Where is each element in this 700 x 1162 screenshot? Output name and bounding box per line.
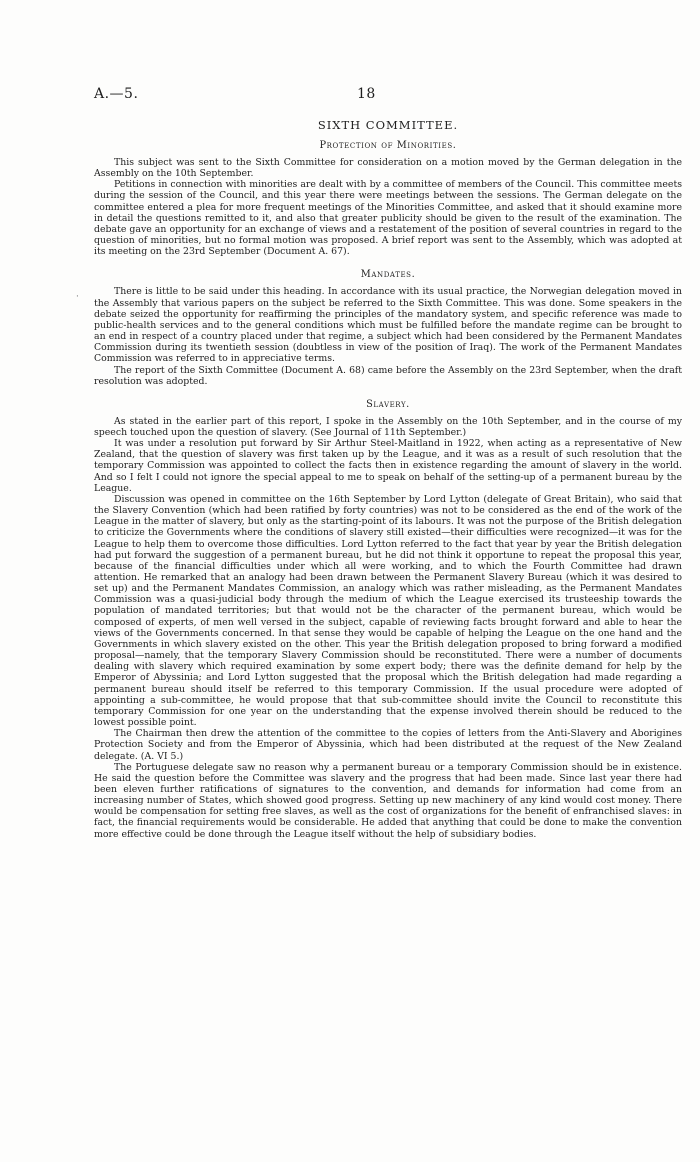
paragraph: This subject was sent to the Sixth Committee for consideration on a motion moved by the German delegation in the Assembly on the 10th September. <box>94 157 682 180</box>
section-mandates <box>94 269 682 386</box>
paragraph: The report of the Sixth Committee (Document A. 68) came before the Assembly on the 23rd September, when the draft resolution was adopted. <box>94 364 682 387</box>
section-heading: Mandates. <box>360 269 416 281</box>
page-number: 18 <box>357 86 376 102</box>
margin-mark: · <box>76 292 79 302</box>
section-slavery <box>94 399 682 840</box>
section-minorities <box>94 140 682 257</box>
document-reference: A.—5. <box>94 86 139 102</box>
paragraph: As stated in the earlier part of this report, I spoke in the Assembly on the 10th September, and in the course of my speech touched upon the question of slavery. (See Journal of 11th September.) <box>94 415 682 438</box>
paragraph: Petitions in connection with minorities are dealt with by a committee of members of the Council. This committee meets during the session of the Council, and this year there were meetings between the sessions. The German delegate on the committee entered a plea for more frequent meetings of the Minorities Committee, and asked that it should examine more in detail the questions remitted to it, and also that greater publicity should be given to the result of the examination. The debate gave an opportunity for an exchange of views and a restatement of the position of several countries in regard to the question of minorities, but no formal motion was proposed. A brief report was sent to the Assembly, which was adopted at its meeting on the 23rd September (Document A. 67). <box>94 179 682 258</box>
text-column <box>94 118 682 840</box>
committee-title: SIXTH COMMITTEE. <box>317 118 459 132</box>
paragraph: There is little to be said under this heading. In accordance with its usual practice, the Norwegian delegation moved in the Assembly that various papers on the subject be referred to the Sixth Committee. This was done. Some speakers in the debate seized the opportunity for reaffirming the principles of the mandatory system, and specific reference was made to public-health services and to the general conditions which must be fulfilled before the mandate regime can be brought to an end in respect of a country placed under that regime, a subject which had been considered by the Permanent Mandates Commission during its twentieth session (doubtless in view of the position of Iraq). The work of the Permanent Mandates Commission was referred to in appreciative terms. <box>94 286 682 365</box>
section-heading: Protection of Minorities. <box>319 140 457 151</box>
paragraph: The Chairman then drew the attention of the committee to the copies of letters from the Anti-Slavery and Aborigines Protection Society and from the Emperor of Abyssinia, which had been distributed at the request of the New Zealand delegate. (A. VI 5.) <box>94 728 682 762</box>
section-heading: Slavery. <box>366 398 410 410</box>
paragraph: Discussion was opened in committee on the 16th September by Lord Lytton (delegate of Great Britain), who said that the Slavery Convention (which had been ratified by forty countries) was not to be considered as the end of the work of the League in the matter of slavery, but only as the starting-point of its labours. It was not the purpose of the British delegation to criticize the Governments where the conditions of slavery still existed—their difficulties were recognized—it was for the League to help them to overcome those difficulties. Lord Lytton referred to the fact that year by year the British delegation had put forward the suggestion of a permanent bureau, but he did not think it opportune to repeat the proposal this year, because of the financial difficulties under which all were working, and to which the Fourth Committee had drawn attention. He remarked that an analogy had been drawn between the Permanent Slavery Bureau (which it was desired to set up) and the Permanent Mandates Commission, an analogy which was rather misleading, as the Permanent Mandates Commission was a quasi-judicial body through the medium of which the League exercised its trusteeship towards the population of mandated territories; but that would not be the character of the permanent bureau, which would be composed of experts, of men well versed in the subject, capable of reviewing facts brought forward and able to hear the views of the Governments concerned. In that sense they would be capable of helping the League on the one hand and the Governments in which slavery existed on the other. This year the British delegation proposed to bring forward a modified proposal—namely, that the temporary Slavery Commission should be reconstituted. There were a number of documents dealing with slavery which required examination by some expert body; there was the definite demand for help by the Emperor of Abyssinia; and Lord Lytton suggested that the proposal which the British delegation had made regarding a permanent bureau should itself be referred to this temporary Commission. If the usual procedure were adopted of appointing a sub-committee, he would propose that that sub-committee should invite the Council to reconstitute this temporary Commission for one year on the understanding that the expense involved therein should be reduced to the lowest possible point. <box>94 493 682 729</box>
paragraph: It was under a resolution put forward by Sir Arthur Steel-Maitland in 1922, when acting as a representative of New Zealand, that the question of slavery was first taken up by the League, and it was as a result of such resolution that the temporary Commission was appointed to collect the facts then in existence regarding the amount of slavery in the world. And so I felt I could not ignore the special appeal to me to speak on behalf of the setting-up of a permanent bureau by the League. <box>94 438 682 494</box>
paragraph: The Portuguese delegate saw no reason why a permanent bureau or a temporary Commission should be in existence. He said the question before the Committee was slavery and the progress that had been made. Since last year there had been eleven further ratifications of signatures to the convention, and demands for information had come from an increasing number of States, which showed good progress. Setting up new machinery of any kind would cost money. There would be compensation for setting free slaves, as well as the cost of organizations for the benefit of enfranchised slaves: in fact, the financial requirements would be considerable. He added that anything that could be done to make the convention more effective could be done through the League itself without the help of subsidiary bodies. <box>94 761 682 840</box>
